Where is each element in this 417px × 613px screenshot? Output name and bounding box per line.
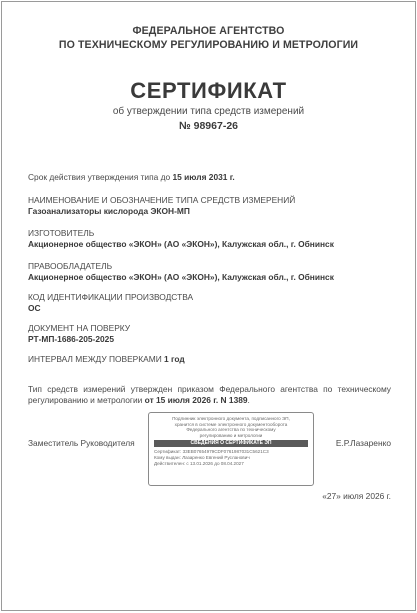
verification-doc-value: РТ-МП-1686-205-2025 (28, 333, 114, 344)
certificate-page (1, 1, 416, 611)
interval-value: 1 год (164, 354, 185, 364)
stamp-bar: СВЕДЕНИЯ О СЕРТИФИКАТЕ ЭП (154, 440, 308, 447)
certificate-title: СЕРТИФИКАТ (130, 78, 287, 103)
manufacturer-value: Акционерное общество «ЭКОН» (АО «ЭКОН»), Калужская обл., г. Обнинск (28, 238, 334, 249)
signature-name: Е.Р.Лазаренко (335, 438, 391, 448)
stamp-cert: Сертификат: 33EB07654979CDF0761987031C5621C3 (154, 449, 269, 455)
stamp-line-1: Подлинник электронного документа, подписанного ЭП, (172, 416, 290, 421)
stamp-issued-to: Кому выдан: Лазаренко Евгений Русланович (154, 454, 250, 460)
stamp-valid: Действителен: с 13.01.2026 до 08.04.2027 (154, 460, 244, 466)
interval-section (28, 354, 391, 365)
agency-header (2, 24, 415, 52)
stamp-line-4: регулированию и метрологии (199, 432, 263, 438)
electronic-signature-stamp (148, 412, 314, 486)
production-code-section (28, 292, 391, 313)
rights-holder-label: ПРАВООБЛАДАТЕЛЬ (28, 261, 113, 271)
validity-date: 15 июля 2031 г. (172, 172, 235, 182)
manufacturer-section (28, 228, 391, 249)
agency-line-1: ФЕДЕРАЛЬНОЕ АГЕНТСТВО (132, 25, 285, 37)
approval-order: от 15 июля 2026 г. N 1389 (144, 394, 248, 405)
verification-doc-section (28, 323, 391, 344)
certificate-number: № 98967-26 (179, 120, 238, 132)
approval-text (28, 384, 391, 405)
stamp-line-3: Федерального агентства по техническому (186, 427, 276, 433)
production-code-value: ОС (28, 302, 41, 313)
rights-holder-section (28, 261, 391, 282)
signature-position: Заместитель Руководителя (28, 438, 135, 448)
interval-label: ИНТЕРВАЛ МЕЖДУ ПОВЕРКАМИ (28, 354, 165, 364)
stamp-line-2: хранится в системе электронного документооборота (174, 421, 288, 427)
manufacturer-label: ИЗГОТОВИТЕЛЬ (28, 228, 95, 238)
name-value: Газоанализаторы кислорода ЭКОН-МП (28, 205, 190, 216)
agency-line-2: ПО ТЕХНИЧЕСКОМУ РЕГУЛИРОВАНИЮ И МЕТРОЛОГИИ (58, 39, 359, 51)
approval-end: . (247, 394, 250, 405)
rights-holder-value: Акционерное общество «ЭКОН» (АО «ЭКОН»), Калужская обл., г. Обнинск (28, 271, 334, 282)
verification-doc-label: ДОКУМЕНТ НА ПОВЕРКУ (28, 323, 131, 333)
production-code-label: КОД ИДЕНТИФИКАЦИИ ПРОИЗВОДСТВА (28, 292, 194, 302)
stamp-header (154, 416, 308, 438)
name-section (28, 195, 391, 216)
validity-line (28, 172, 391, 183)
certificate-subtitle: об утверждении типа средств измерений (112, 106, 305, 117)
validity-prefix: Срок действия утверждения типа до (28, 172, 173, 182)
approval-body: Тип средств измерений утвержден приказом Федерального агентства по техническому регулированию и метрологии (28, 384, 391, 405)
name-label: НАИМЕНОВАНИЕ И ОБОЗНАЧЕНИЕ ТИПА СРЕДСТВ ИЗМЕРЕНИЙ (28, 195, 296, 205)
footer-date: «27» июля 2026 г. (322, 491, 391, 501)
